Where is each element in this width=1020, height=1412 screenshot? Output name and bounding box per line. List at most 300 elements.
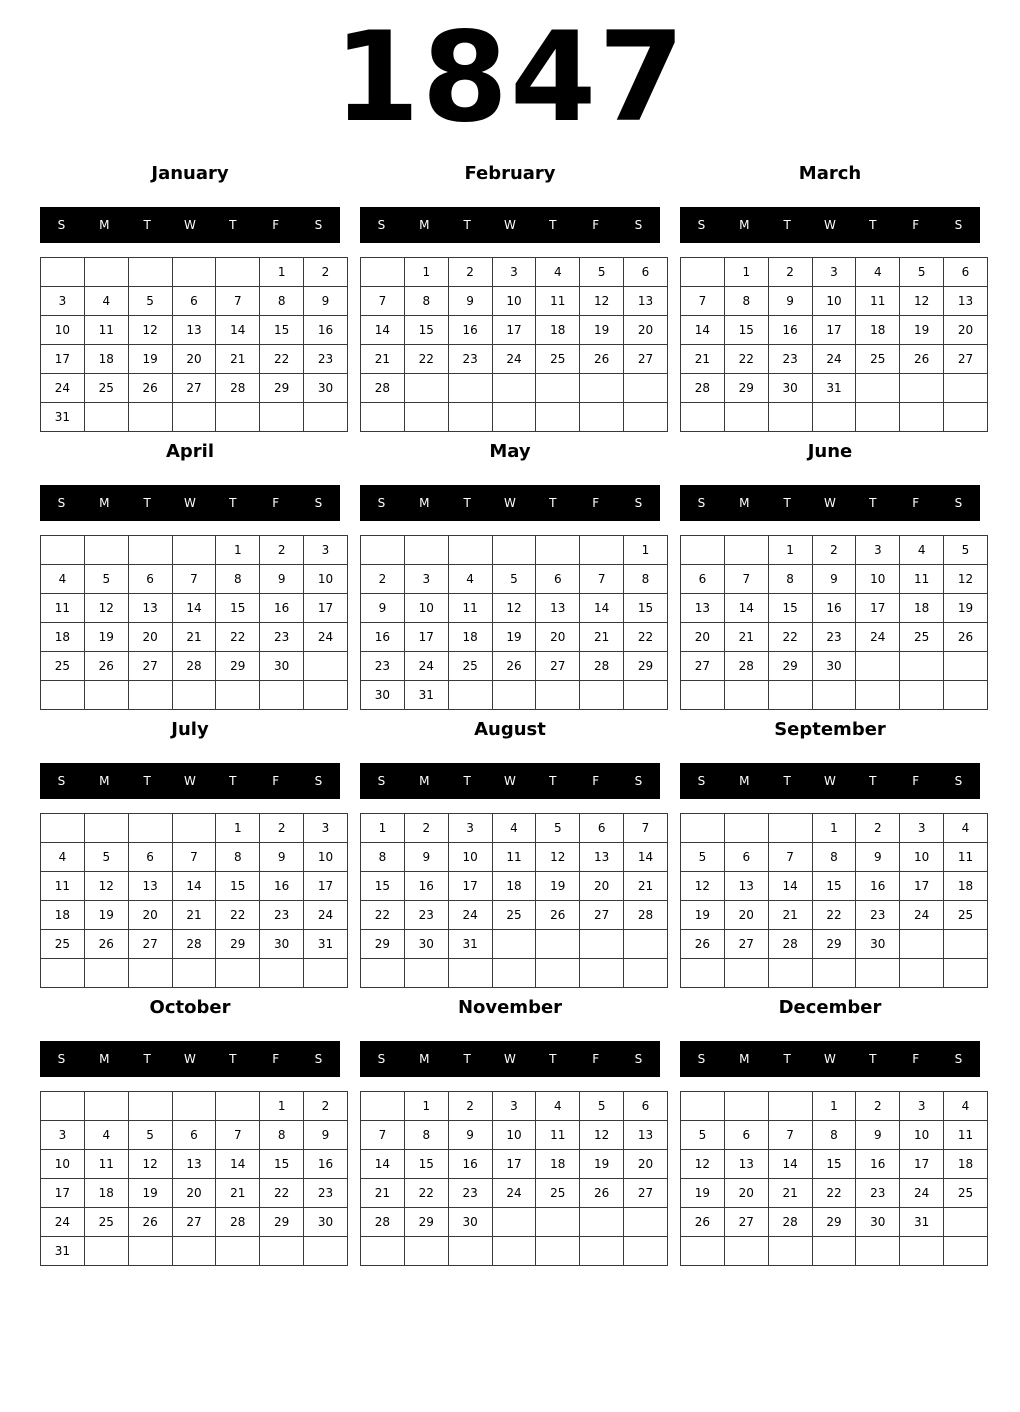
days-grid (360, 535, 668, 710)
day-cell: 27 (580, 901, 624, 930)
day-cell: 21 (361, 1179, 405, 1208)
weekday-label: S (377, 1052, 386, 1066)
day-cell: 10 (900, 1121, 944, 1150)
day-cell: 13 (128, 594, 172, 623)
day-cell: 4 (84, 1121, 128, 1150)
day-cell: 12 (84, 872, 128, 901)
day-cell: 6 (624, 258, 668, 287)
day-cell: 15 (404, 316, 448, 345)
weekday-label: W (184, 218, 196, 232)
week-row (681, 930, 988, 959)
weekday-label: T (869, 1052, 877, 1066)
empty-day-cell (404, 536, 448, 565)
week-row (681, 1150, 988, 1179)
day-cell: 24 (900, 1179, 944, 1208)
empty-day-cell (492, 930, 536, 959)
empty-day-cell (856, 959, 900, 988)
day-cell: 25 (536, 1179, 580, 1208)
day-cell: 5 (681, 1121, 725, 1150)
day-cell: 16 (404, 872, 448, 901)
empty-day-cell (84, 403, 128, 432)
month-name: January (151, 163, 229, 184)
day-cell: 16 (304, 1150, 348, 1179)
empty-day-cell (724, 814, 768, 843)
day-cell: 8 (768, 565, 812, 594)
day-cell: 9 (448, 287, 492, 316)
week-row (681, 1208, 988, 1237)
empty-day-cell (900, 374, 944, 403)
month-name: June (807, 441, 853, 462)
empty-day-cell (304, 403, 348, 432)
day-cell: 8 (724, 287, 768, 316)
empty-day-cell (404, 403, 448, 432)
empty-day-cell (84, 814, 128, 843)
day-cell: 3 (492, 258, 536, 287)
empty-day-cell (580, 403, 624, 432)
day-cell: 28 (216, 1208, 260, 1237)
day-cell: 4 (41, 565, 85, 594)
day-cell: 8 (404, 287, 448, 316)
day-cell: 13 (944, 287, 988, 316)
day-cell: 20 (128, 901, 172, 930)
empty-day-cell (536, 1208, 580, 1237)
weekday-label: T (143, 218, 151, 232)
day-cell: 27 (172, 374, 216, 403)
day-cell: 17 (900, 872, 944, 901)
day-cell: 4 (536, 258, 580, 287)
day-cell: 18 (944, 1150, 988, 1179)
day-cell: 18 (492, 872, 536, 901)
week-row (361, 403, 668, 432)
day-cell: 19 (128, 345, 172, 374)
day-cell: 2 (361, 565, 405, 594)
day-cell: 9 (448, 1121, 492, 1150)
empty-day-cell (216, 403, 260, 432)
empty-day-cell (304, 652, 348, 681)
empty-day-cell (216, 258, 260, 287)
weekday-label: W (184, 496, 196, 510)
week-row (681, 594, 988, 623)
day-cell: 18 (536, 1150, 580, 1179)
day-cell: 28 (724, 652, 768, 681)
empty-day-cell (448, 536, 492, 565)
day-cell: 3 (304, 536, 348, 565)
day-cell: 5 (128, 287, 172, 316)
month-name: November (457, 997, 563, 1018)
day-cell: 6 (944, 258, 988, 287)
empty-day-cell (128, 814, 172, 843)
day-cell: 26 (128, 1208, 172, 1237)
empty-day-cell (900, 403, 944, 432)
day-cell: 6 (724, 843, 768, 872)
weekday-header (40, 207, 340, 243)
day-cell: 23 (260, 623, 304, 652)
day-cell: 21 (216, 345, 260, 374)
empty-day-cell (812, 681, 856, 710)
day-cell: 20 (128, 623, 172, 652)
day-cell: 27 (128, 930, 172, 959)
empty-day-cell (492, 374, 536, 403)
day-cell: 28 (172, 652, 216, 681)
day-cell: 13 (624, 1121, 668, 1150)
day-cell: 3 (856, 536, 900, 565)
day-cell: 25 (84, 1208, 128, 1237)
empty-day-cell (41, 1092, 85, 1121)
day-cell: 22 (624, 623, 668, 652)
day-cell: 16 (856, 872, 900, 901)
day-cell: 7 (216, 287, 260, 316)
empty-day-cell (304, 681, 348, 710)
week-row (361, 316, 668, 345)
weekday-label: S (314, 218, 323, 232)
days-grid (40, 257, 348, 432)
day-cell: 7 (216, 1121, 260, 1150)
week-row (361, 345, 668, 374)
day-cell: 15 (216, 594, 260, 623)
month-name: February (464, 163, 556, 184)
week-row (41, 374, 348, 403)
empty-day-cell (216, 681, 260, 710)
day-cell: 19 (128, 1179, 172, 1208)
month-name: March (798, 163, 862, 184)
week-row (681, 345, 988, 374)
week-row (361, 258, 668, 287)
day-cell: 31 (404, 681, 448, 710)
empty-day-cell (260, 1237, 304, 1266)
day-cell: 15 (260, 1150, 304, 1179)
empty-day-cell (492, 536, 536, 565)
empty-day-cell (84, 1237, 128, 1266)
day-cell: 12 (681, 1150, 725, 1179)
empty-day-cell (768, 814, 812, 843)
day-cell: 5 (84, 843, 128, 872)
week-row (681, 814, 988, 843)
empty-day-cell (128, 1237, 172, 1266)
day-cell: 1 (361, 814, 405, 843)
day-cell: 17 (492, 1150, 536, 1179)
day-cell: 20 (624, 1150, 668, 1179)
day-cell: 21 (172, 901, 216, 930)
week-row (361, 287, 668, 316)
day-cell: 11 (84, 316, 128, 345)
days-grid (360, 813, 668, 988)
weekday-label: M (99, 218, 110, 232)
empty-day-cell (448, 403, 492, 432)
day-cell: 1 (216, 536, 260, 565)
day-cell: 1 (812, 814, 856, 843)
empty-day-cell (944, 652, 988, 681)
week-row (681, 652, 988, 681)
week-row (41, 594, 348, 623)
day-cell: 8 (812, 1121, 856, 1150)
day-cell: 19 (681, 1179, 725, 1208)
day-cell: 22 (404, 345, 448, 374)
day-cell: 18 (448, 623, 492, 652)
day-cell: 7 (768, 843, 812, 872)
weekday-label: M (419, 496, 430, 510)
day-cell: 28 (216, 374, 260, 403)
weekday-label: T (783, 218, 791, 232)
day-cell: 9 (304, 287, 348, 316)
day-cell: 30 (404, 930, 448, 959)
weekday-label: M (99, 1052, 110, 1066)
day-cell: 26 (580, 345, 624, 374)
empty-day-cell (404, 1237, 448, 1266)
day-cell: 21 (724, 623, 768, 652)
weekday-header (360, 763, 660, 799)
week-row (41, 930, 348, 959)
day-cell: 12 (944, 565, 988, 594)
week-row (361, 1237, 668, 1266)
day-cell: 6 (128, 843, 172, 872)
empty-day-cell (41, 959, 85, 988)
day-cell: 22 (404, 1179, 448, 1208)
empty-day-cell (580, 536, 624, 565)
week-row (41, 565, 348, 594)
day-cell: 1 (624, 536, 668, 565)
month-name: December (778, 997, 882, 1018)
days-grid (360, 257, 668, 432)
empty-day-cell (84, 536, 128, 565)
day-cell: 17 (812, 316, 856, 345)
weekday-label: S (57, 774, 66, 788)
day-cell: 10 (448, 843, 492, 872)
empty-day-cell (172, 403, 216, 432)
weekday-label: T (229, 1052, 237, 1066)
empty-day-cell (492, 1208, 536, 1237)
empty-day-cell (84, 258, 128, 287)
empty-day-cell (361, 1092, 405, 1121)
day-cell: 9 (361, 594, 405, 623)
day-cell: 9 (260, 565, 304, 594)
week-row (361, 814, 668, 843)
day-cell: 5 (580, 1092, 624, 1121)
weekday-label: M (99, 774, 110, 788)
day-cell: 28 (681, 374, 725, 403)
day-cell: 6 (724, 1121, 768, 1150)
empty-day-cell (681, 536, 725, 565)
day-cell: 20 (624, 316, 668, 345)
days-grid (680, 1091, 988, 1266)
day-cell: 6 (536, 565, 580, 594)
days-grid (40, 535, 348, 710)
day-cell: 8 (404, 1121, 448, 1150)
weekday-header (680, 763, 980, 799)
day-cell: 25 (41, 930, 85, 959)
day-cell: 13 (536, 594, 580, 623)
day-cell: 23 (448, 1179, 492, 1208)
days-grid (680, 535, 988, 710)
empty-day-cell (41, 814, 85, 843)
month-name: July (171, 719, 209, 740)
day-cell: 28 (361, 1208, 405, 1237)
day-cell: 28 (768, 1208, 812, 1237)
day-cell: 13 (681, 594, 725, 623)
day-cell: 23 (304, 345, 348, 374)
day-cell: 23 (448, 345, 492, 374)
empty-day-cell (448, 374, 492, 403)
weekday-label: M (419, 218, 430, 232)
day-cell: 5 (944, 536, 988, 565)
week-row (361, 623, 668, 652)
day-cell: 4 (448, 565, 492, 594)
empty-day-cell (128, 1092, 172, 1121)
day-cell: 2 (260, 814, 304, 843)
day-cell: 31 (900, 1208, 944, 1237)
day-cell: 17 (492, 316, 536, 345)
day-cell: 16 (856, 1150, 900, 1179)
week-row (361, 1092, 668, 1121)
day-cell: 19 (681, 901, 725, 930)
day-cell: 26 (681, 930, 725, 959)
day-cell: 8 (260, 1121, 304, 1150)
day-cell: 29 (260, 374, 304, 403)
day-cell: 1 (724, 258, 768, 287)
day-cell: 12 (536, 843, 580, 872)
week-row (41, 536, 348, 565)
week-row (681, 258, 988, 287)
empty-day-cell (492, 681, 536, 710)
day-cell: 30 (856, 1208, 900, 1237)
day-cell: 27 (624, 1179, 668, 1208)
week-row (361, 1179, 668, 1208)
day-cell: 23 (768, 345, 812, 374)
day-cell: 25 (900, 623, 944, 652)
empty-day-cell (216, 1237, 260, 1266)
weekday-label: F (272, 774, 280, 788)
day-cell: 4 (944, 1092, 988, 1121)
empty-day-cell (216, 1092, 260, 1121)
empty-day-cell (361, 1237, 405, 1266)
day-cell: 15 (812, 1150, 856, 1179)
weekday-label: F (912, 218, 920, 232)
weekday-label: F (592, 218, 600, 232)
day-cell: 29 (404, 1208, 448, 1237)
empty-day-cell (724, 959, 768, 988)
day-cell: 2 (812, 536, 856, 565)
day-cell: 22 (812, 901, 856, 930)
day-cell: 20 (172, 1179, 216, 1208)
week-row (361, 374, 668, 403)
day-cell: 30 (812, 652, 856, 681)
days-grid (360, 1091, 668, 1266)
empty-day-cell (216, 959, 260, 988)
empty-day-cell (681, 258, 725, 287)
week-row (361, 681, 668, 710)
day-cell: 30 (448, 1208, 492, 1237)
days-grid (40, 813, 348, 988)
day-cell: 15 (724, 316, 768, 345)
day-cell: 4 (492, 814, 536, 843)
day-cell: 6 (580, 814, 624, 843)
day-cell: 1 (404, 1092, 448, 1121)
empty-day-cell (768, 1237, 812, 1266)
day-cell: 25 (41, 652, 85, 681)
day-cell: 29 (216, 930, 260, 959)
week-row (361, 1150, 668, 1179)
weekday-label: W (184, 1052, 196, 1066)
days-grid (680, 257, 988, 432)
day-cell: 30 (260, 652, 304, 681)
week-row (361, 536, 668, 565)
empty-day-cell (260, 681, 304, 710)
day-cell: 21 (681, 345, 725, 374)
weekday-label: T (143, 496, 151, 510)
weekday-label: T (869, 218, 877, 232)
day-cell: 24 (856, 623, 900, 652)
days-grid (680, 813, 988, 988)
week-row (681, 901, 988, 930)
day-cell: 9 (856, 843, 900, 872)
week-row (41, 316, 348, 345)
weekday-label: S (954, 496, 963, 510)
empty-day-cell (900, 652, 944, 681)
day-cell: 16 (304, 316, 348, 345)
weekday-header (680, 485, 980, 521)
week-row (681, 681, 988, 710)
day-cell: 22 (361, 901, 405, 930)
weekday-label: F (912, 496, 920, 510)
day-cell: 22 (216, 901, 260, 930)
empty-day-cell (128, 536, 172, 565)
day-cell: 24 (812, 345, 856, 374)
day-cell: 17 (404, 623, 448, 652)
day-cell: 10 (492, 1121, 536, 1150)
empty-day-cell (580, 374, 624, 403)
day-cell: 13 (128, 872, 172, 901)
weekday-label: F (592, 496, 600, 510)
day-cell: 21 (580, 623, 624, 652)
day-cell: 31 (41, 403, 85, 432)
empty-day-cell (536, 1237, 580, 1266)
day-cell: 25 (536, 345, 580, 374)
weekday-label: F (272, 218, 280, 232)
days-grid (40, 1091, 348, 1266)
day-cell: 27 (624, 345, 668, 374)
week-row (361, 872, 668, 901)
day-cell: 27 (724, 1208, 768, 1237)
empty-day-cell (624, 959, 668, 988)
day-cell: 9 (404, 843, 448, 872)
month-name: October (149, 997, 231, 1018)
day-cell: 26 (84, 930, 128, 959)
day-cell: 12 (681, 872, 725, 901)
day-cell: 7 (172, 843, 216, 872)
day-cell: 29 (624, 652, 668, 681)
day-cell: 15 (768, 594, 812, 623)
empty-day-cell (944, 681, 988, 710)
weekday-label: S (954, 774, 963, 788)
week-row (681, 872, 988, 901)
day-cell: 26 (84, 652, 128, 681)
day-cell: 11 (856, 287, 900, 316)
weekday-label: W (504, 774, 516, 788)
week-row (41, 843, 348, 872)
day-cell: 20 (944, 316, 988, 345)
weekday-header (40, 485, 340, 521)
weekday-label: T (143, 1052, 151, 1066)
day-cell: 7 (768, 1121, 812, 1150)
day-cell: 27 (128, 652, 172, 681)
day-cell: 3 (41, 1121, 85, 1150)
day-cell: 24 (304, 623, 348, 652)
day-cell: 13 (724, 1150, 768, 1179)
day-cell: 21 (624, 872, 668, 901)
empty-day-cell (536, 681, 580, 710)
empty-day-cell (536, 374, 580, 403)
empty-day-cell (856, 681, 900, 710)
weekday-label: M (99, 496, 110, 510)
